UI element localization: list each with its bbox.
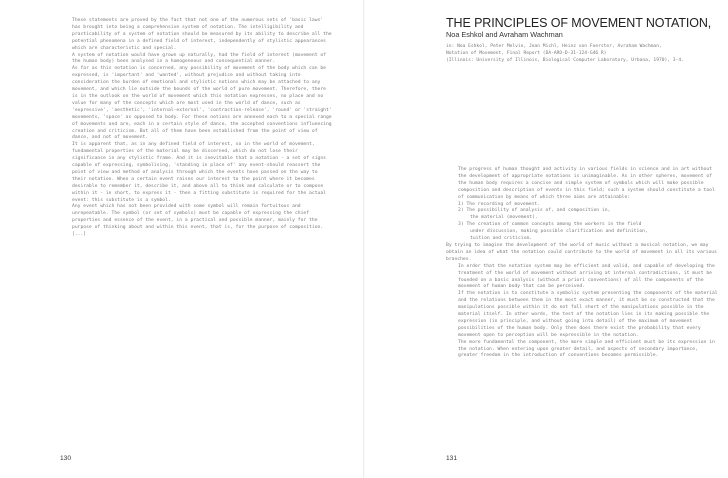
chapter-title: THE PRINCIPLES OF MOVEMENT NOTATION, [446, 16, 712, 30]
right-paragraph: In order that the notation system may be efficient and valid, and capable of developing the treatment of the world of movement without arriving at internal contradictions, it must be founded on a basic analysis (without a priori conventions) of all the components of the movement of human body that can be perceived. [458, 263, 715, 290]
left-paragraph: These statements are proved by the fact that not one of the numerous sets of 'basic laws' has brought into being a comprehensive system of notation. The intelligibility and practicability of a system of notation should be measured by its ability to describe all the potential phenomena in a defined field of interest, independently of stylistic appearances which are characteristic and special. [72, 18, 332, 51]
left-page-body [60, 18, 332, 239]
citation-line: Notation of Movement, Final Report (DA-ARO-D-31-124-G46 R) [446, 50, 607, 56]
aim-list-item: 1) The recording of movement. [458, 201, 540, 207]
right-paragraph: By trying to imagine the development of the world of music without a musical notation, we may obtain an idea of what the notation could contribute to the world of movement in all its various branches. [446, 242, 717, 262]
right-paragraph: The progress of human thought and activity in various fields in science and in art without the development of appropriate notations is unimaginable. As in other spheres, movement of the human body requires a concise and simple system of symbols which will make possible composition and description of events in this field; such a system should constitute a tool of communication by means of which three aims are attainable: [458, 167, 715, 200]
left-paragraph: As far as this notation is concerned, any possibility of movement of the body which can be expressed, is 'important' and 'wanted', without prejudice and without taking into consideration the burden of emotional and stylistic notions which may be attached to any movement, and which lie outside the bounds of the world of pure movement. Therefore, there is in the outlook on the world of movement which this notation expresses, no place and no value for many of the concepts which are most used in the world of dance, such as 'expressive', 'aesthetic', 'internal-external', 'contraction-release', 'round' or 'straight' movements, 'space' as opposed to body. For these notions are annexed each to a special range of movements and are, each in a certain style of dance, the accepted conventions influencing creation and criticism. But all of them have been established from the point of view of dance, and not of movement. [72, 66, 332, 141]
aim-list-item: 3) The creation of common concepts among the workers in the field [458, 222, 642, 228]
right-page-body [446, 167, 718, 360]
page-number-right: 131 [446, 455, 458, 462]
right-page [364, 0, 728, 478]
aim-list-item-continuation: tuition and criticism. [470, 236, 533, 242]
left-paragraph: Any event which has not been provided with some symbol will remain fortuitous and unrepeatable. The symbol (or set of symbols) must be capable of expressing the chief properties and essence of the event, in a practical and possible manner, mainly for the purpose of thinking about and within this event, that is, for the purpose of composition. [...] [72, 204, 324, 238]
chapter-authors: Noa Eshkol and Avraham Wachman [446, 30, 563, 39]
aim-list-item: 2) The possibility of analysis of, and composition in, [458, 208, 611, 214]
left-paragraph: It is apparent that, as in any defined field of interest, so in the world of movement, fundamental properties of the material may be discerned, which do not lose their significance in any stylistic frame. And it is inevitable that a notation - a set of signs capable of expressing, symbolising, 'standing in place of' any event-should reassert the point of view and method of analysis through which the events have passed on the way to their notation. When a certain event raises our interest to the point where it becomes desirable to remember it, describe it, and above all to think and calculate or to compose within it - in short, to express it - then a fitting substitute is required for the actual event: this substitute is a symbol. [72, 142, 326, 203]
page-number-left: 130 [60, 455, 72, 462]
right-paragraph: The more fundamental the component, the more simple and efficient must be its expression in the notation. When entering upon greater detail, and aspects of secondary importance, greater freedom in the introduction of conventions becomes permissible. [458, 339, 715, 359]
source-citation [446, 44, 722, 64]
citation-line: (Illinois: University of Illinois, Biological Computer Laboratory, Urbana, 1970), 3-4. [446, 57, 684, 63]
aim-list-item-continuation: under discussion, making possible clarification and definition, [470, 229, 648, 235]
citation-line: in: Noa Eshkol, Peter Melvin, Jean Michl, Heinz von Foerster, Avraham Wachman, [446, 44, 662, 49]
aim-list-item-continuation: the material (movement). [470, 215, 538, 221]
right-paragraph: If the notation is to constitute a symbolic system presenting the components of the material and the relations between them in the most exact manner, it must be so constructed that the manipulations possible within it do not fall short of the manipulations possible in the material itself. In other words, the test of the notation lies in its making possible the expression (in principle, and without going into detail) of the maximum of movement possibilities of the human body. Only then does there exist the probability that every movement open to perception will be expressible in the notation. [458, 291, 718, 338]
left-paragraph: A system of notation would have grown up naturally, had the field of interest (movement of the human body) been analysed in a homogeneous and consequential manner. [72, 52, 326, 65]
chapter-heading [446, 16, 716, 39]
